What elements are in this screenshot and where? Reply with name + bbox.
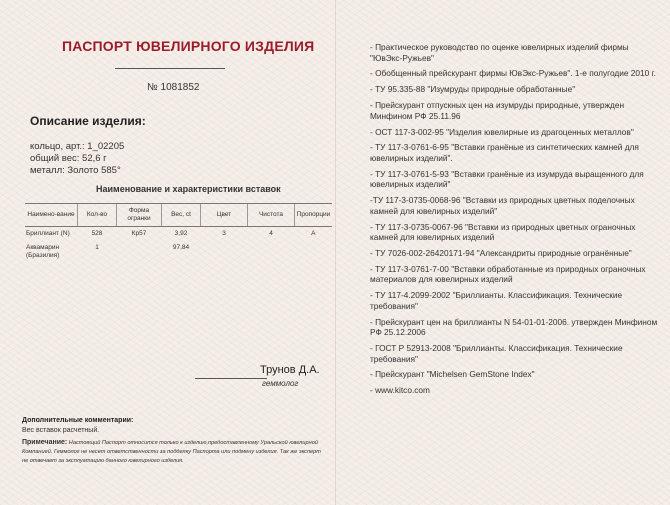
table-row (25, 227, 332, 242)
inserts-table (25, 203, 332, 263)
cell-cut: Кр57 (131, 230, 147, 237)
cell-name: Аквамарин (Бразилия) (26, 244, 60, 259)
cell-color: 3 (222, 230, 226, 237)
list-item: -ТУ 117-3-0735-0068-96 "Вставки из природных цветных поделочных камней для ювелирных изделий" (370, 195, 635, 216)
list-item: - Прейскурант цен на бриллианты N 54-01-01-2006. утвержден Минфином РФ 25.12.2006 (370, 316, 658, 338)
list-item: - Прейскурант "Michelsen GemStone Index" (370, 369, 535, 380)
description-metal: металл: Золото 585° (30, 165, 121, 176)
list-item: - Обобщенный прейскурант фирмы ЮвЭкс-Ружьев". 1-е полугодие 2010 г. (370, 68, 656, 79)
list-item: - www.kitco.com (370, 385, 430, 396)
table-row (25, 241, 332, 263)
cell-proportions: А (311, 230, 316, 237)
table-header-row (25, 204, 332, 227)
list-item: - Прейскурант отпускных цен на изумруды природные, утвержден Минфином РФ 25.11.96 (370, 100, 625, 121)
col-header-clarity: Чистота (248, 204, 295, 227)
note (22, 438, 327, 466)
list-item: - Практическое руководство по оценке ювелирных изделий фирмы "ЮвЭкс-Ружьев" (370, 42, 629, 63)
list-item: - ТУ 95.335-88 "Изумруды природные обработанные" (370, 84, 576, 95)
cell-name: Бриллиант (N) (26, 230, 70, 237)
list-item: - ОСТ 117-3-002-95 "Изделия ювелирные из драгоценных металлов" (370, 126, 634, 137)
col-header-cut: Форма огранки (117, 204, 162, 227)
cell-color (201, 241, 248, 263)
signature-name: Трунов Д.А. (260, 364, 320, 376)
col-header-proportions: Пропорции (295, 204, 333, 227)
list-item: - ГОСТ Р 52913-2008 "Бриллианты. Классификация. Технические требования" (370, 343, 623, 364)
cell-weight: 97,84 (172, 244, 190, 251)
passport-title: ПАСПОРТ ЮВЕЛИРНОГО ИЗДЕЛИЯ (62, 38, 315, 54)
signature-line (195, 378, 267, 379)
list-item: - ТУ 117-3-0761-6-95 "Вставки гранёные из синтетических камней для ювелирных изделий". (370, 142, 639, 163)
cell-clarity (248, 241, 295, 263)
list-item: - ТУ 117-3-0761-7-00 "Вставки обработанные из природных ограночных материалов для ювелирных изделий (370, 263, 646, 285)
list-item: - ТУ 117-3-0761-5-93 "Вставки гранёные из изумруда выращенного для ювелирных изделий" (370, 168, 644, 190)
signature-role: геммолог (262, 379, 299, 388)
col-header-weight: Вес, ct (162, 204, 201, 227)
list-item: - ТУ 117-3-0735-0067-96 "Вставки из природных цветных ограночных камней для ювелирных изделий (370, 221, 636, 243)
additional-comments-text: Вес вставок расчетный. (22, 427, 100, 434)
additional-comments-title: Дополнительные комментарии: (22, 417, 134, 424)
references-list (370, 42, 660, 401)
cell-proportions (295, 241, 333, 263)
description-title: Описание изделия: (30, 114, 146, 128)
number-underline (115, 68, 225, 69)
description-item: кольцо, арт.: 1_02205 (30, 141, 125, 152)
col-header-name: Наимено-вание (25, 204, 78, 227)
cell-cut (117, 241, 162, 263)
note-text: Настоящий Паспорт относится только к изделию,предоставленному Уральской ювелирной Компанией. Геммолог не несет ответственности за подделку Паспорта или подмену изделия. Так же эксперт не отвечает за эксплуатацию данного ювелирного изделия. (22, 440, 321, 464)
cell-clarity: 4 (269, 230, 273, 237)
cell-weight: 3,92 (174, 230, 188, 237)
passport-number: № 1081852 (147, 82, 200, 93)
col-header-count: Кол-во (78, 204, 117, 227)
list-item: - ТУ 117-4.2099-2002 "Бриллианты. Классификация. Технические требования" (370, 290, 623, 311)
description-weight: общий вес: 52,6 г (30, 153, 107, 164)
col-header-color: Цвет (201, 204, 248, 227)
list-item: - ТУ 7026-002-26420171-94 "Александриты природные огранённые" (370, 248, 632, 259)
note-label: Примечание: (22, 439, 68, 446)
inserts-table-title: Наименование и характеристики вставок (96, 184, 281, 194)
cell-count: 1 (95, 244, 99, 251)
cell-count: 528 (91, 230, 103, 237)
